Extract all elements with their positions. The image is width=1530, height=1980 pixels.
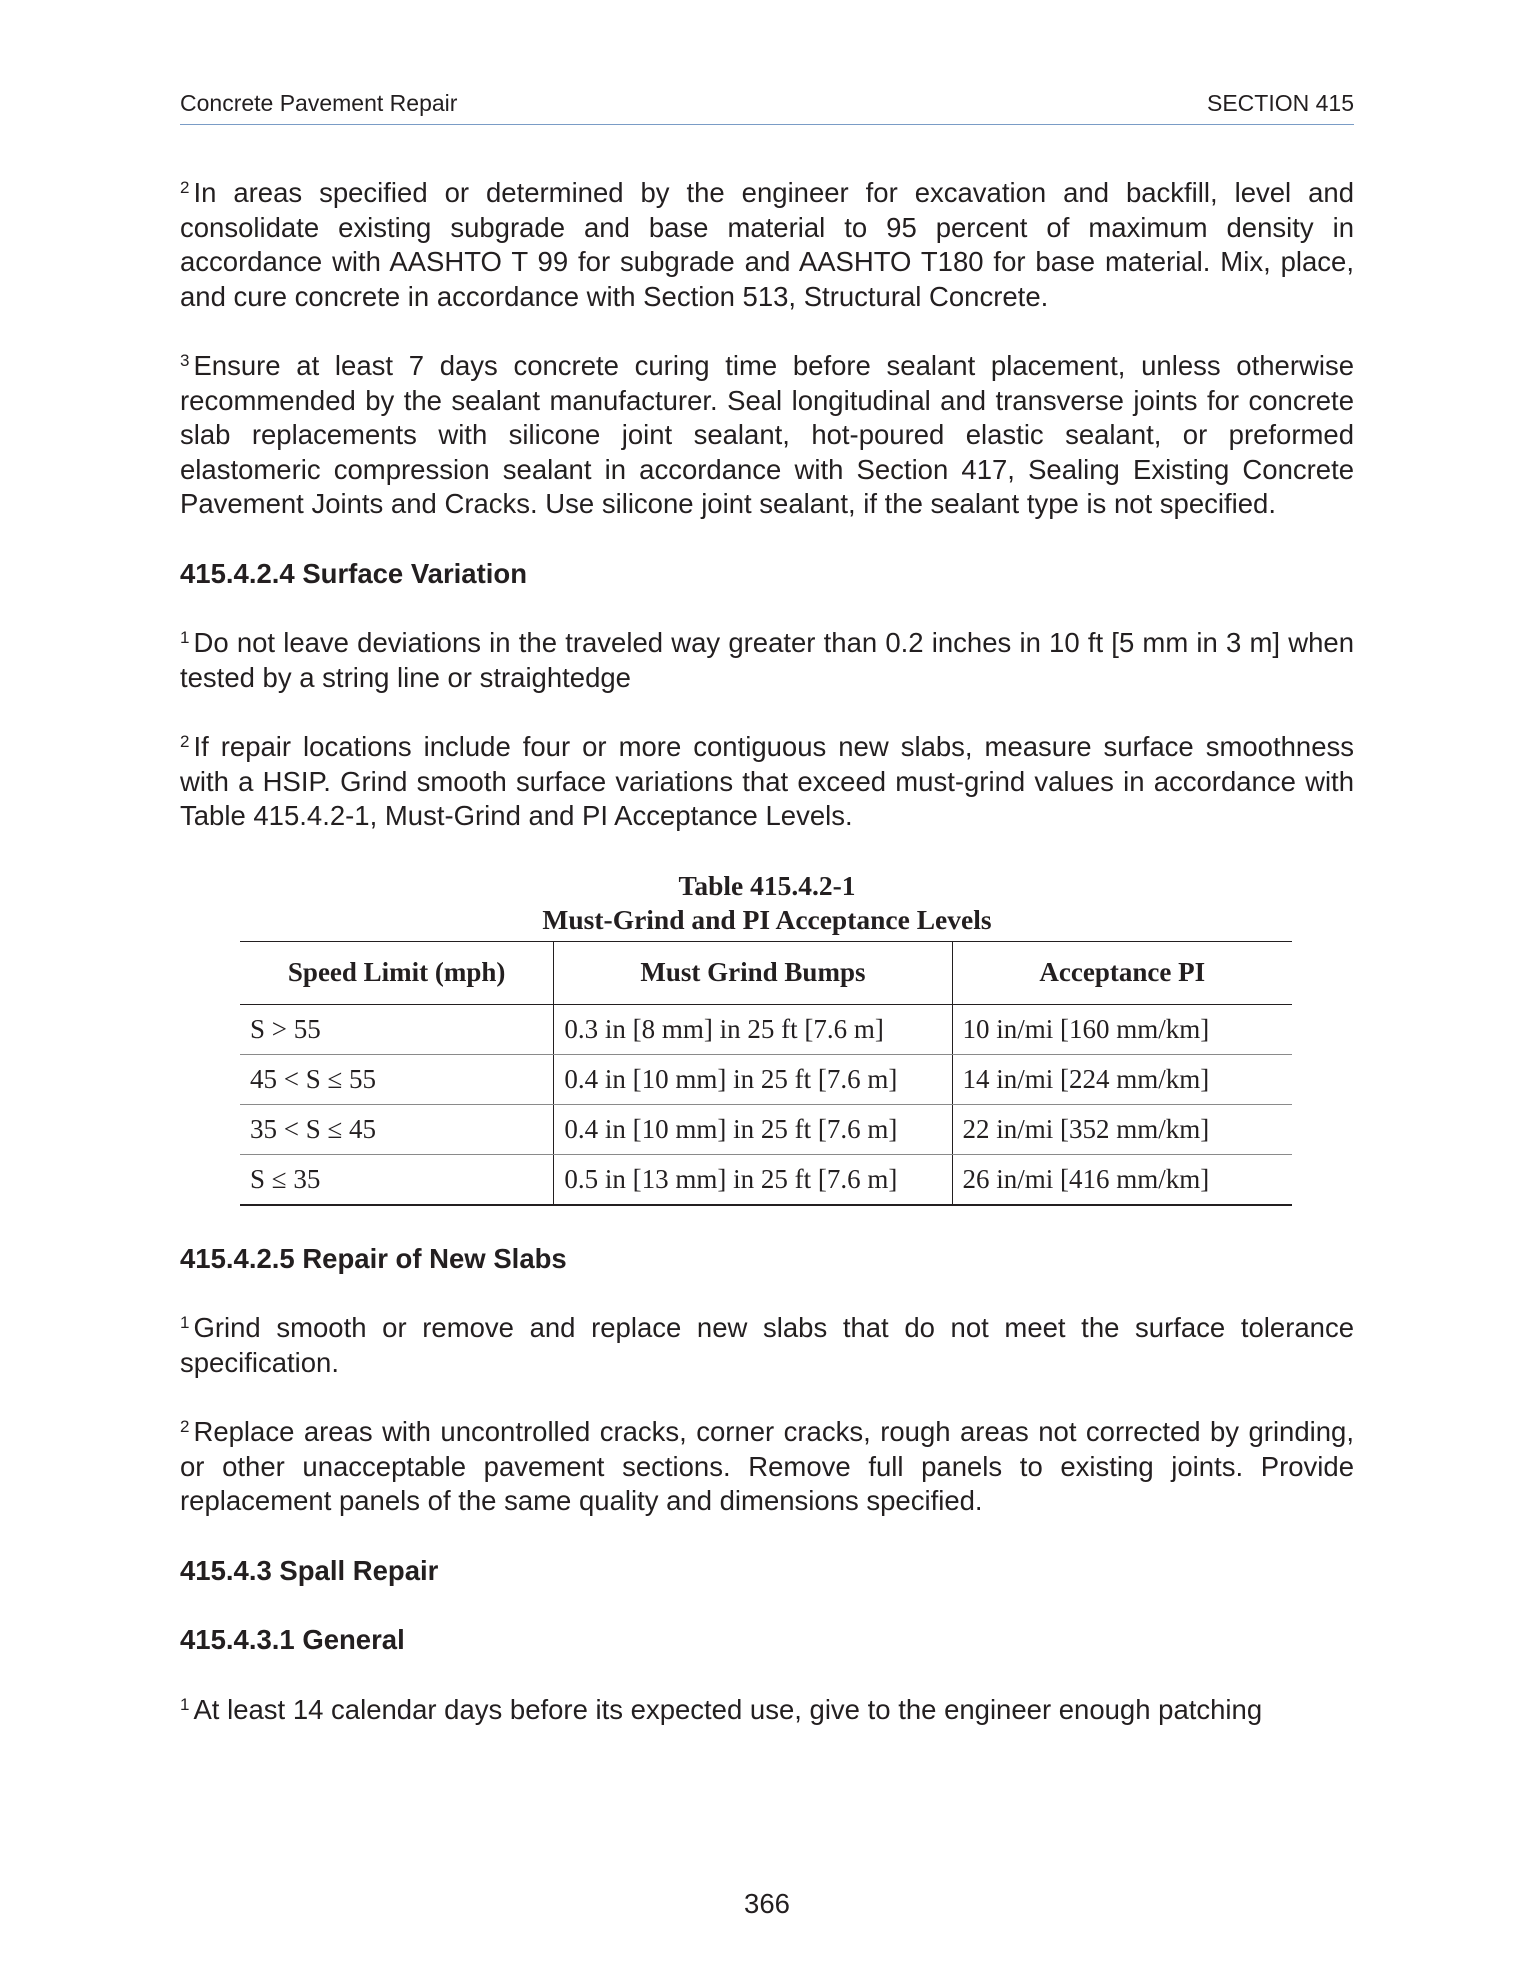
paragraph bbox=[180, 626, 1354, 695]
table-caption bbox=[180, 869, 1354, 937]
table-block bbox=[180, 869, 1354, 1206]
paragraph-text: Grind smooth or remove and replace new slabs that do not meet the surface tolerance specification. bbox=[180, 1312, 1354, 1378]
table-title: Must-Grind and PI Acceptance Levels bbox=[542, 903, 992, 935]
column-header: Acceptance PI bbox=[952, 941, 1292, 1004]
paragraph-number: 1 bbox=[180, 1313, 190, 1332]
page-number: 366 bbox=[744, 1888, 790, 1919]
paragraph-text: In areas specified or determined by the engineer for excavation and backfill, level and consolidate existing subgrade and base material to 95 percent of maximum density in accordance with AASHTO T 99 for subgrade and AASHTO T180 for base material. Mix, place, and cure concrete in accordance with Section 513, Structural Concrete. bbox=[180, 177, 1354, 312]
paragraph bbox=[180, 730, 1354, 834]
paragraph-number: 2 bbox=[180, 1417, 190, 1436]
table-number: Table 415.4.2-1 bbox=[678, 869, 856, 901]
paragraph bbox=[180, 349, 1354, 522]
table-cell: 0.4 in [10 mm] in 25 ft [7.6 m] bbox=[554, 1104, 952, 1154]
header-title: Concrete Pavement Repair bbox=[180, 90, 458, 116]
table-cell: 10 in/mi [160 mm/km] bbox=[952, 1004, 1292, 1054]
paragraph-text: At least 14 calendar days before its expected use, give to the engineer enough patching bbox=[193, 1693, 1263, 1725]
page-content bbox=[180, 176, 1354, 1762]
paragraph-number: 3 bbox=[180, 351, 190, 370]
table-cell: 45 < S ≤ 55 bbox=[240, 1054, 554, 1104]
column-header: Must Grind Bumps bbox=[554, 941, 952, 1004]
table-cell: S > 55 bbox=[240, 1004, 554, 1054]
paragraph-number: 2 bbox=[180, 178, 190, 197]
table-cell: 0.5 in [13 mm] in 25 ft [7.6 m] bbox=[554, 1154, 952, 1205]
paragraph bbox=[180, 1311, 1354, 1380]
paragraph bbox=[180, 176, 1354, 314]
paragraph bbox=[180, 1415, 1354, 1519]
column-header: Speed Limit (mph) bbox=[240, 941, 554, 1004]
paragraph-number: 1 bbox=[180, 1694, 190, 1714]
table-row bbox=[240, 1154, 1292, 1205]
table-cell: 26 in/mi [416 mm/km] bbox=[952, 1154, 1292, 1205]
header-section: SECTION 415 bbox=[1207, 90, 1354, 116]
paragraph-text: Ensure at least 7 days concrete curing time before sealant placement, unless otherwise recommended by the sealant manufacturer. Seal longitudinal and transverse joints for concrete slab replacements with silicone joint sealant, hot-poured elastic sealant, or preformed elastomeric compression sealant in accordance with Section 417, Sealing Existing Concrete Pavement Joints and Cracks. Use silicone joint sealant, if the sealant type is not specified. bbox=[180, 350, 1354, 519]
table-row bbox=[240, 1054, 1292, 1104]
table-cell: 22 in/mi [352 mm/km] bbox=[952, 1104, 1292, 1154]
paragraph-text: If repair locations include four or more contiguous new slabs, measure surface smoothness with a HSIP. Grind smooth surface variations that exceed must-grind values in accordance with Table 415.4.2-1, Must-Grind and PI Acceptance Levels. bbox=[180, 731, 1354, 831]
must-grind-table bbox=[240, 941, 1292, 1206]
section-heading-repair-new-slabs: 415.4.2.5 Repair of New Slabs bbox=[180, 1242, 567, 1274]
table-cell: 0.3 in [8 mm] in 25 ft [7.6 m] bbox=[554, 1004, 952, 1054]
paragraph-text: Replace areas with uncontrolled cracks, corner cracks, rough areas not corrected by grinding, or other unacceptable pavement sections. Remove full panels to existing joints. Provide replacement panels of the same quality and dimensions specified. bbox=[180, 1416, 1354, 1516]
running-header bbox=[180, 90, 1354, 125]
paragraph bbox=[180, 1693, 1354, 1728]
table-row bbox=[240, 1104, 1292, 1154]
table-row bbox=[240, 1004, 1292, 1054]
section-heading-surface-variation: 415.4.2.4 Surface Variation bbox=[180, 557, 527, 589]
table-cell: S ≤ 35 bbox=[240, 1154, 554, 1205]
table-cell: 35 < S ≤ 45 bbox=[240, 1104, 554, 1154]
section-heading-spall-repair: 415.4.3 Spall Repair bbox=[180, 1554, 439, 1586]
paragraph-text: Do not leave deviations in the traveled way greater than 0.2 inches in 10 ft [5 mm in 3 m] when tested by a string line or straightedge bbox=[180, 627, 1354, 693]
section-heading-general: 415.4.3.1 General bbox=[180, 1624, 405, 1655]
paragraph-number: 1 bbox=[180, 628, 190, 647]
paragraph-number: 2 bbox=[180, 732, 190, 751]
table-header-row bbox=[240, 941, 1292, 1004]
table-cell: 0.4 in [10 mm] in 25 ft [7.6 m] bbox=[554, 1054, 952, 1104]
document-page bbox=[180, 0, 1354, 1980]
table-cell: 14 in/mi [224 mm/km] bbox=[952, 1054, 1292, 1104]
